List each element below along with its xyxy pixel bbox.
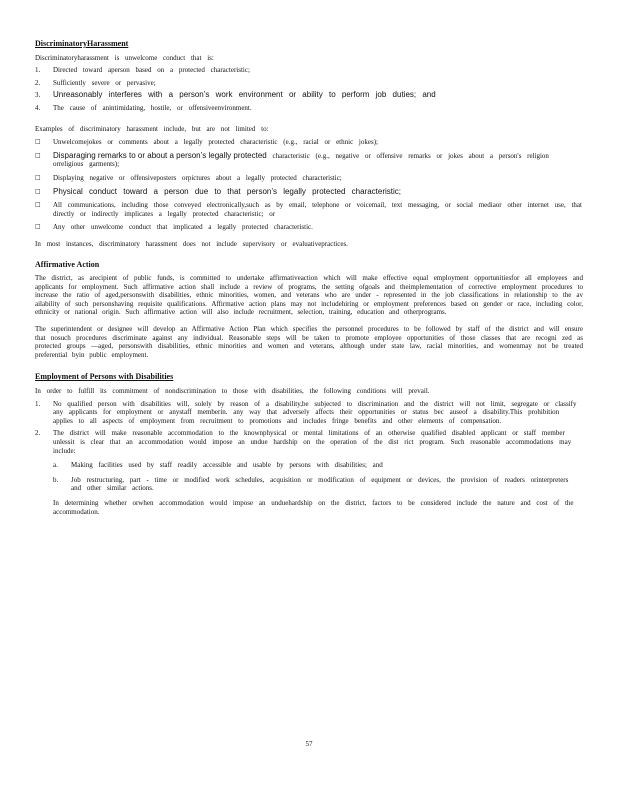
list-item [35, 104, 583, 113]
accommodations-list [35, 461, 583, 493]
list-text: Making facilities used by staff readily accessible and usable by persons with disabilities; and [71, 461, 383, 470]
checkbox-bullet-icon: □ [35, 201, 41, 209]
list-item [35, 174, 583, 183]
list-item [35, 429, 583, 455]
list-item [35, 223, 583, 232]
list-text: Sufficiently severe or pervasive; [53, 78, 156, 87]
list-item [35, 152, 583, 169]
list-text: Disparaging remarks to or about a person’s legally protected [53, 150, 267, 160]
list-text-continued: characteristic (e.g., negative or offensive remarks or jokes about a person's religion orreligious garments); [53, 151, 549, 169]
list-item [35, 79, 583, 88]
page-number: 57 [305, 740, 313, 748]
list-letter: a. [53, 461, 58, 470]
discriminatory-harassment-intro: Discriminatoryharassment is unwelcome conduct that is: [35, 53, 214, 62]
discriminatory-harassment-heading: DiscriminatoryHarassment [35, 39, 129, 48]
list-item [35, 91, 583, 100]
checkbox-bullet-icon: □ [35, 173, 41, 181]
checkbox-bullet-icon: □ [35, 151, 41, 159]
list-item [35, 66, 583, 75]
list-text: The district will make reasonable accommodation to the knownphysical or mental limitations of an otherwise qualified disabled applicant or staff member unlessit is clear that an accommodation would impose an undue hardship on the operation of the dist rict program. Such reasonable accommodations may include: [53, 429, 572, 455]
list-number: 2. [35, 78, 41, 87]
list-item [35, 188, 583, 197]
checkbox-bullet-icon: □ [35, 138, 41, 146]
list-item [53, 461, 583, 470]
list-text: Directed toward aperson based on a protected characteristic; [53, 66, 250, 75]
list-number: 1. [35, 66, 41, 75]
list-text: Job restructuring, part - time or modified work schedules, acquisition or modification of equipment or devices, the provision of readers orinterpreters and other similar actions. [71, 475, 569, 493]
affirmative-action-paragraph-2: The superintendent or designee will develop an Affirmative Action Plan which specifies the personnel procedures to be followed by staff of the district and will ensure that nosuch procedures discriminate against any individual. Reasonable steps will be taken to promote employee opportunities of those classes that are recogni zed as protected groups —aged, personswith disabilities, ethnic minorities and women and veterans, although under state law, racial minorities, and womenmay not be treated preferential byin public employment. [35, 325, 583, 359]
list-letter: b. [53, 475, 59, 484]
list-item [35, 400, 583, 426]
discriminatory-harassment-list [35, 66, 583, 112]
list-number: 4. [35, 103, 41, 112]
checkbox-bullet-icon: □ [35, 223, 41, 231]
document-page [35, 38, 583, 516]
affirmative-action-heading: Affirmative Action [35, 259, 100, 269]
checkbox-bullet-icon: □ [35, 187, 41, 195]
list-text: Displaying negative or offensiveposters orpictures about a legally protected characteristic; [53, 173, 342, 182]
disabilities-conditions-list [35, 400, 583, 456]
undue-hardship-paragraph: In determining whether orwhen accommodation would impose an unduehardship on the district, factors to be considered include the nature and cost of the accommodation. [53, 498, 574, 516]
list-text: Physical conduct toward a person due to that person’s legally protected characteristic; [53, 186, 402, 196]
list-text: Any other unwelcome conduct that implicated a legally protected characteristic. [53, 223, 313, 232]
discriminatory-harassment-closing: In most instances, discriminatory harassment does not include supervisory or evaluativepractices. [35, 239, 348, 248]
list-text: Unwelcomejokes or comments about a legally protected characteristic (e.g., racial or ethnic jokes); [53, 138, 378, 147]
list-number: 1. [35, 399, 41, 408]
list-number: 2. [35, 429, 41, 438]
list-item [53, 476, 583, 493]
list-text: All communications, including those conveyed electronically,such as by email, telephone or voicemail, text messaging, or social mediaor other internet use, that directly or indirectly implicates a legally protected characteristic; or [53, 201, 582, 218]
employment-disabilities-intro: In order to fulfill its commitment of nondiscrimination to those with disabilities, the following conditions will prevail. [35, 387, 430, 396]
list-item [35, 138, 583, 147]
employment-disabilities-heading: Employment of Persons with Disabilities [35, 372, 174, 382]
list-text: Unreasonably interferes with a person’s work environment or ability to perform job duties; and [53, 90, 436, 100]
list-text: No qualified person with disabilities will, solely by reason of a disability,be subjected to discrimination and the district will not limit, segregate or classify any applicants for employment or anystaff memberin. any way that adversely affects their opportunities or status bec auseof a disability.This prohibition applies to all aspects of employment from recruitment to promotions and includes fringe benefits and other elements of compensation. [53, 399, 577, 425]
list-text: The cause of anintimidating, hostile, or offensiveenvironment. [53, 103, 252, 112]
examples-list [35, 138, 583, 232]
list-number: 3. [35, 91, 41, 100]
examples-intro: Examples of discriminatory harassment include, but are not limited to: [35, 124, 269, 133]
affirmative-action-paragraph-1: The district, as arecipient of public funds, is committed to undertake affirmativeaction which will make effective equal employment opportunitiesfor all employees and applicants for employment. Such affirmative action shall include a review of programs, the setting ofgoals and theimplementation of corrective employment procedures to increase the ratio of aged,personswith disabilities, ethnic minorities, women, and veterans who are under - represented in the job classifications in relationship to the av ailability of such personshaving requisite qualifications. Affirmative action plans may not includehiring or employment preferences based on gender or race, including color, ethnicity or national origin. Such affirmative action will also include recruitment, selection, training, education and otherprograms. [35, 274, 583, 317]
list-item [35, 201, 583, 218]
